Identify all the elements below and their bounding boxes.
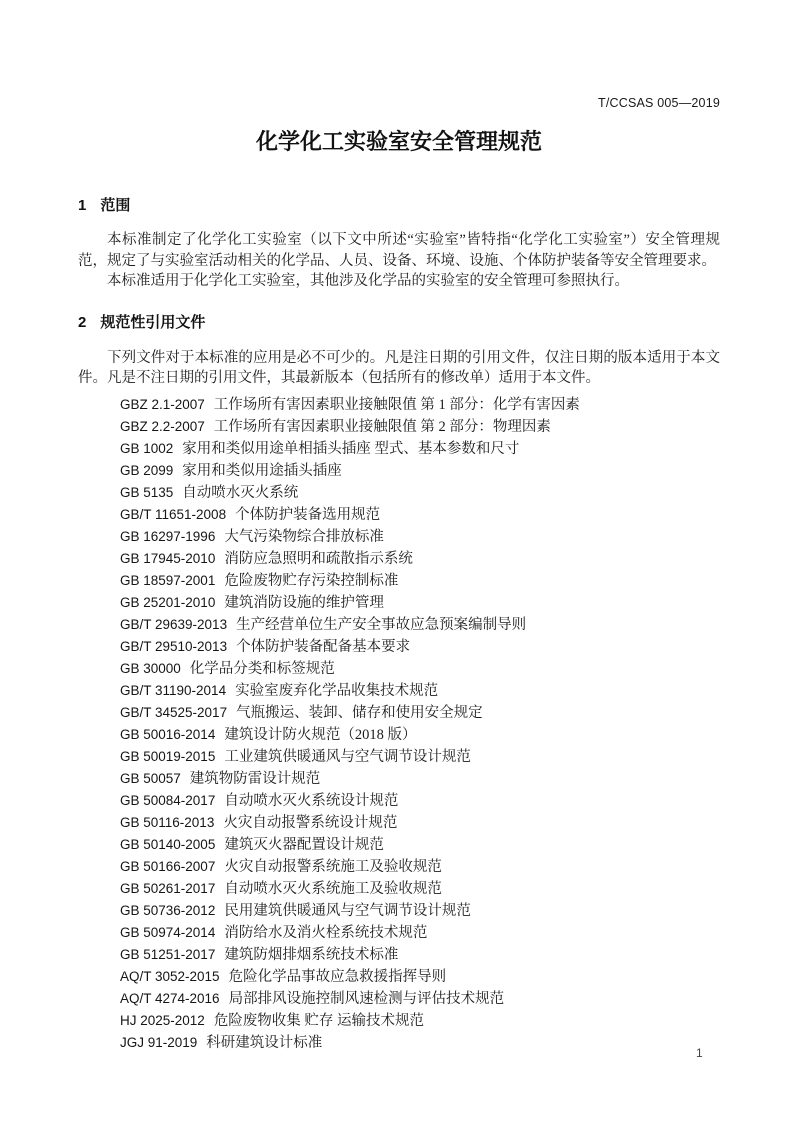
standard-reference: T/CCSAS 005—2019	[597, 96, 720, 110]
reference-title: 消防给水及消火栓系统技术规范	[224, 924, 428, 941]
reference-item	[120, 900, 720, 922]
document-title: 化学化工实验室安全管理规范	[255, 129, 542, 154]
reference-code: GB/T 29639-2013	[120, 616, 228, 632]
paragraph-text: 本标准制定了化学化工实验室（以下文中所述“实验室”皆特指“化学化工实验室”）安全管理规范，规定了与实验室活动相关的化学品、人员、设备、环境、设施、个体防护装备等安全管理要求。	[78, 232, 720, 269]
page-number: 1	[696, 1046, 703, 1060]
reference-title: 实验室废弃化学品收集技术规范	[235, 682, 439, 699]
paragraph	[78, 271, 720, 292]
section-1-body	[78, 230, 720, 292]
reference-title: 化学品分类和标签规范	[189, 660, 335, 677]
reference-code: GB 18597-2001	[120, 572, 216, 588]
reference-item	[120, 768, 720, 790]
reference-item	[120, 702, 720, 724]
reference-item	[120, 570, 720, 592]
paragraph-text: 本标准适用于化学化工实验室，其他涉及化学品的实验室的安全管理可参照执行。	[107, 273, 629, 289]
reference-code: HJ 2025-2012	[120, 1012, 205, 1028]
reference-code: GB 50140-2005	[120, 836, 216, 852]
reference-title: 自动喷水灭火系统	[182, 484, 299, 501]
reference-code: GB 50057	[120, 770, 181, 786]
reference-item	[120, 1010, 720, 1032]
reference-code: GB 50261-2017	[120, 880, 216, 896]
reference-title: 个体防护装备选用规范	[235, 506, 381, 523]
reference-code: AQ/T 4274-2016	[120, 990, 220, 1006]
reference-item	[120, 438, 720, 460]
section-2-intro: 下列文件对于本标准的应用是必不可少的。凡是注日期的引用文件，仅注日期的版本适用于本文件。凡是不注日期的引用文件，其最新版本（包括所有的修改单）适用于本文件。	[78, 349, 720, 386]
reference-code: GB 51251-2017	[120, 946, 216, 962]
reference-title: 危险废物贮存污染控制标准	[224, 572, 399, 589]
reference-code: GB 17945-2010	[120, 550, 216, 566]
reference-code: GB/T 29510-2013	[120, 638, 228, 654]
reference-item	[120, 482, 720, 504]
section-2-body	[78, 348, 720, 389]
reference-code: GB 50019-2015	[120, 748, 216, 764]
reference-item	[120, 922, 720, 944]
reference-title: 个体防护装备配备基本要求	[236, 638, 411, 655]
reference-code: GBZ 2.2-2007	[120, 418, 205, 434]
reference-title: 建筑消防设施的维护管理	[224, 594, 384, 611]
reference-item	[120, 944, 720, 966]
reference-title: 生产经营单位生产安全事故应急预案编制导则	[236, 616, 527, 633]
reference-code: AQ/T 3052-2015	[120, 968, 220, 984]
reference-item	[120, 658, 720, 680]
reference-title: 工作场所有害因素职业接触限值 第 1 部分：化学有害因素	[213, 396, 580, 413]
section-2-heading	[78, 314, 720, 331]
reference-code: GB 50736-2012	[120, 902, 216, 918]
reference-item	[120, 834, 720, 856]
reference-title: 火灾自动报警系统施工及验收规范	[224, 858, 442, 875]
reference-title: 自动喷水灭火系统施工及验收规范	[224, 880, 442, 897]
reference-item	[120, 988, 720, 1010]
reference-title: 建筑灭火器配置设计规范	[224, 836, 384, 853]
reference-code: GB 50974-2014	[120, 924, 216, 940]
reference-title: 局部排风设施控制风速检测与评估技术规范	[228, 990, 505, 1007]
reference-title: 建筑物防雷设计规范	[189, 770, 321, 787]
reference-title: 大气污染物综合排放标准	[224, 528, 384, 545]
section-2-title: 规范性引用文件	[100, 313, 206, 331]
reference-item	[120, 966, 720, 988]
reference-title: 建筑设计防火规范（2018 版）	[224, 726, 417, 743]
reference-title: 危险化学品事故应急救援指挥导则	[228, 968, 447, 985]
reference-item	[120, 680, 720, 702]
reference-code: GB/T 31190-2014	[120, 682, 227, 698]
reference-item	[120, 526, 720, 548]
reference-item	[120, 746, 720, 768]
reference-item	[120, 878, 720, 900]
reference-item	[120, 614, 720, 636]
reference-code: GB/T 11651-2008	[120, 506, 227, 522]
reference-code: GB 50166-2007	[120, 858, 216, 874]
reference-item	[120, 592, 720, 614]
section-1-title: 范围	[100, 197, 131, 214]
reference-item	[120, 460, 720, 482]
reference-code: GB 30000	[120, 660, 181, 676]
reference-item	[120, 636, 720, 658]
section-1-number: 1	[78, 197, 87, 214]
paragraph	[78, 230, 720, 271]
reference-item	[120, 1032, 720, 1054]
reference-item	[120, 416, 720, 438]
reference-code: GB 1002	[120, 440, 174, 456]
reference-title: 气瓶搬运、装卸、储存和使用安全规定	[236, 704, 483, 721]
reference-item	[120, 724, 720, 746]
reference-code: GB 25201-2010	[120, 594, 216, 610]
reference-item	[120, 548, 720, 570]
reference-item	[120, 790, 720, 812]
reference-item	[120, 812, 720, 834]
reference-item	[120, 394, 720, 416]
reference-code: JGJ 91-2019	[120, 1034, 198, 1050]
reference-code: GB 50016-2014	[120, 726, 216, 742]
reference-title: 民用建筑供暖通风与空气调节设计规范	[224, 902, 471, 919]
reference-title: 家用和类似用途插头插座	[182, 462, 342, 479]
reference-title: 工业建筑供暖通风与空气调节设计规范	[224, 748, 471, 765]
reference-title: 工作场所有害因素职业接触限值 第 2 部分：物理因素	[213, 418, 551, 435]
reference-title: 消防应急照明和疏散指示系统	[224, 550, 413, 567]
reference-title: 建筑防烟排烟系统技术标准	[224, 946, 399, 963]
reference-code: GB 5135	[120, 484, 174, 500]
reference-code: GB 2099	[120, 462, 174, 478]
reference-title: 家用和类似用途单相插头插座 型式、基本参数和尺寸	[182, 440, 520, 457]
reference-title: 火灾自动报警系统设计规范	[223, 814, 398, 831]
page-header	[598, 96, 720, 110]
reference-code: GBZ 2.1-2007	[120, 396, 205, 412]
reference-item	[120, 504, 720, 526]
reference-code: GB 50084-2017	[120, 792, 216, 808]
reference-code: GB 16297-1996	[120, 528, 216, 544]
reference-title: 危险废物收集 贮存 运输技术规范	[213, 1012, 425, 1029]
section-2-number: 2	[78, 313, 87, 331]
reference-title: 科研建筑设计标准	[206, 1034, 323, 1051]
section-1-heading	[78, 197, 720, 214]
reference-title: 自动喷水灭火系统设计规范	[224, 792, 399, 809]
references-list	[78, 394, 720, 1054]
reference-code: GB/T 34525-2017	[120, 704, 228, 720]
reference-item	[120, 856, 720, 878]
reference-code: GB 50116-2013	[120, 814, 215, 830]
